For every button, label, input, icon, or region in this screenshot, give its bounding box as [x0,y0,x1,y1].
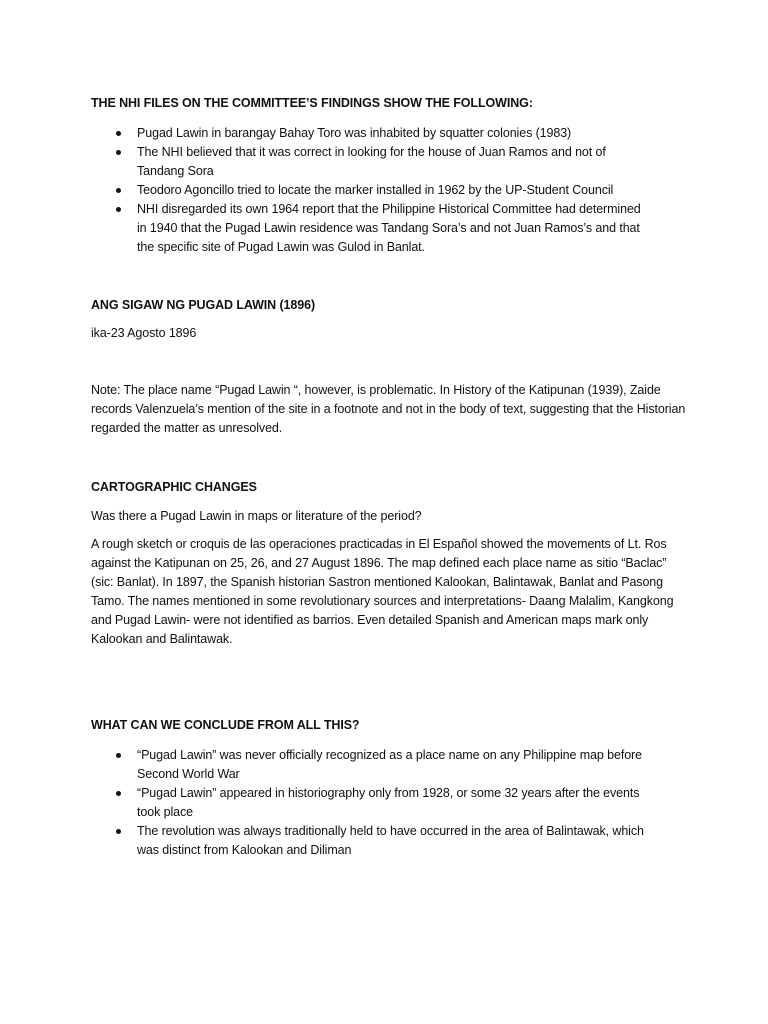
list-item [91,200,651,257]
nhi-findings-list [91,124,651,257]
section-heading-conclusion: WHAT CAN WE CONCLUDE FROM ALL THIS? [91,718,360,732]
section-heading-nhi-files: THE NHI FILES ON THE COMMITTEE’S FINDINGS SHOW THE FOLLOWING: [91,96,533,110]
list-item [91,143,651,181]
list-item-text: The NHI believed that it was correct in looking for the house of Juan Ramos and not of Tandang Sora [137,145,606,178]
bullet-icon [116,791,121,796]
list-item-text: NHI disregarded its own 1964 report that the Philippine Historical Committee had determined in 1940 that the Pugad Lawin residence was Tandang Sora’s and not Juan Ramos’s and that the specific site of Pugad Lawin was Gulod in Banlat. [137,202,641,254]
section-heading-cartographic: CARTOGRAPHIC CHANGES [91,480,257,494]
list-item-text: Teodoro Agoncillo tried to locate the marker installed in 1962 by the UP-Student Council [137,183,614,197]
list-item [91,822,659,860]
list-item [91,784,659,822]
section-heading-sigaw: ANG SIGAW NG PUGAD LAWIN (1896) [91,298,316,312]
question-line: Was there a Pugad Lawin in maps or literature of the period? [91,509,422,523]
list-item-text: The revolution was always traditionally held to have occurred in the area of Balintawak, which was distinct from Kalookan and Diliman [137,824,644,857]
bullet-icon [116,150,121,155]
bullet-icon [116,207,121,212]
list-item [91,746,659,784]
bullet-icon [116,131,121,136]
list-item [91,181,651,200]
bullet-icon [116,829,121,834]
bullet-icon [116,753,121,758]
note-paragraph: Note: The place name “Pugad Lawin “, however, is problematic. In History of the Katipunan (1939), Zaide records Valenzuela’s mention of the site in a footnote and not in the body of text, suggesting that the Historian regarded the matter as unresolved. [91,383,686,435]
conclusion-list [91,746,659,860]
list-item-text: “Pugad Lawin” appeared in historiography only from 1928, or some 32 years after the events took place [137,786,640,819]
list-item-text: “Pugad Lawin” was never officially recognized as a place name on any Philippine map before Second World War [137,748,642,781]
bullet-icon [116,188,121,193]
list-item [91,124,651,143]
cartographic-paragraph: A rough sketch or croquis de las operaciones practicadas in El Español showed the movements of Lt. Ros against the Katipunan on 25, 26, and 27 August 1896. The map defined each place name as sitio “Baclac” (sic: Banlat). In 1897, the Spanish historian Sastron mentioned Kalookan, Balintawak, Banlat and Pasong Tamo. The names mentioned in some revolutionary sources and interpretations- Daang Malalim, Kangkong and Pugad Lawin- were not identified as barrios. Even detailed Spanish and American maps mark only Kalookan and Balintawak. [91,537,674,646]
date-line: ika-23 Agosto 1896 [91,326,197,340]
list-item-text: Pugad Lawin in barangay Bahay Toro was inhabited by squatter colonies (1983) [137,126,572,140]
